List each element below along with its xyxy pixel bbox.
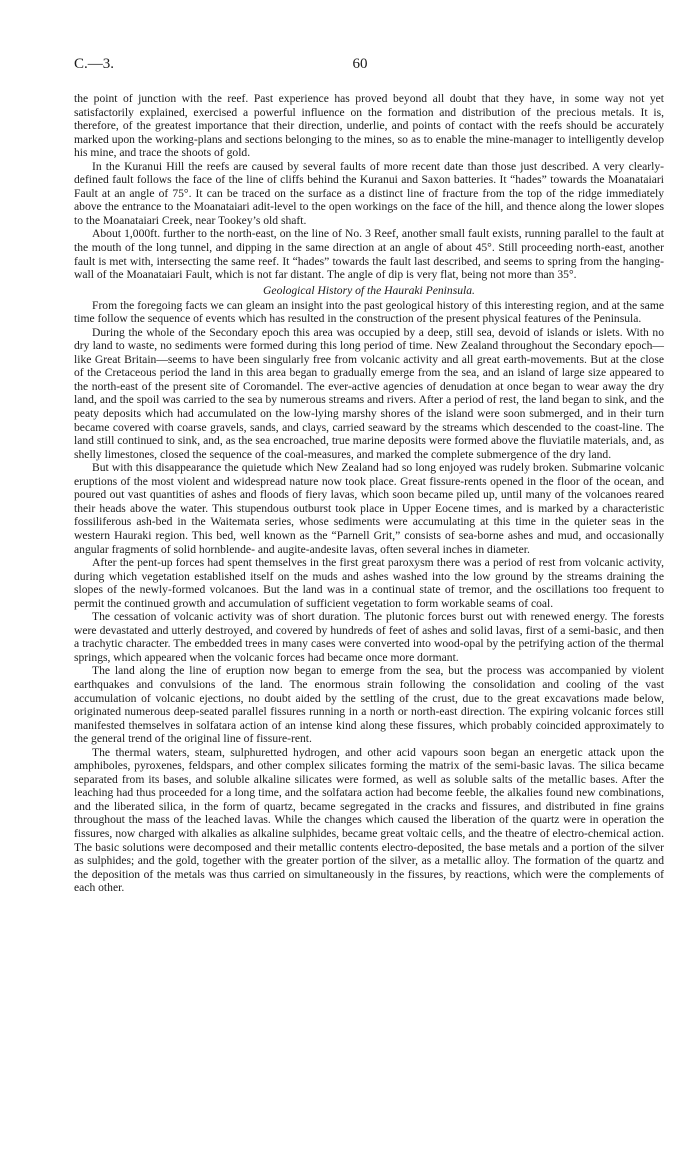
page-header <box>74 56 646 78</box>
paragraph: The thermal waters, steam, sulphuretted hydrogen, and other acid vapours soon began an energetic attack upon the amphiboles, pyroxenes, feldspars, and other complex silicates forming the matrix of the semi-basic lavas. The silica became separated from its bases, and soluble alkaline silicates were formed, as well as soluble salts of the metallic bases. After the leaching had thus proceeded for a long time, and the solfatara action had become feeble, the alkalies found new combinations, and the liberated silica, in the form of quartz, became segregated in the cracks and fissures, and distributed in fine grains throughout the mass of the leached lavas. While the changes which caused the liberation of the quartz were in operation the fissures, now charged with alkalies as alkaline sulphides, became great voltaic cells, and the theatre of electro-chemical action. The basic solutions were decomposed and their metallic contents electro-deposited, the base metals and a portion of the silver as sulphides; and the gold, together with the greater portion of the silver, as a metallic alloy. The formation of the quartz and the deposition of the metals was thus carried on simultaneously in the fissures, by reactions, which were the complements of each other. <box>74 745 664 895</box>
paragraph: From the foregoing facts we can gleam an insight into the past geological history of this interesting region, and at the same time follow the sequence of events which has resulted in the construction of the present physical features of the Peninsula. <box>74 298 664 326</box>
paragraph: But with this disappearance the quietude which New Zealand had so long enjoyed was rudely broken. Submarine volcanic eruptions of the most violent and widespread nature now took place. Great fissure-rents opened in the floor of the ocean, and poured out vast quantities of ashes and floods of fiery lavas, which soon became piled up, until many of the volcanoes reared their heads above the water. This stupendous outburst took place in Upper Eocene times, and is marked by a characteristic fossiliferous ash-bed in the Waitemata series, whose sediments were accumulating at this time in the quieter seas in the western Hauraki region. This bed, well known as the “Parnell Grit,” consists of sea-borne ashes and mud, and occasionally angular fragments of solid hornblende- and augite-andesite lavas, often several inches in diameter. <box>74 461 664 556</box>
page-number: 60 <box>352 56 368 72</box>
paragraph: During the whole of the Secondary epoch this area was occupied by a deep, still sea, devoid of islands or islets. With no dry land to waste, no sediments were formed during this long period of time. New Zealand throughout the Secondary epoch—like Great Britain—seems to have been singularly free from volcanic activity and all great earth-movements. But at the close of the Cretaceous period the land in this area began to gradually emerge from the sea, and an island of large size appeared to the north-east of the present site of Coromandel. The ever-active agencies of denudation at once began to wear away the dry land, and the spoil was carried to the sea by numerous streams and rivers. After a period of rest, the land began to sink, and the peaty deposits which had accumulated on the low-lying marshy shores of the island were soon submerged, and in their turn became covered with coarse gravels, sands, and clays, carried seaward by the streams which descended to the coast-line. The land still continued to sink, and, as the sea encroached, true marine deposits were formed above the fluviatile materials, and, as shelly limestones, closed the sequence of the coal-measures, and marked the complete submergence of the dry land. <box>74 325 664 461</box>
section-heading: Geological History of the Hauraki Peninsula. <box>263 283 475 297</box>
paragraph: In the Kuranui Hill the reefs are caused by several faults of more recent date than those just described. A very clearly-defined fault follows the face of the line of cliffs behind the Kuranui and Saxon batteries. It “hades” towards the Moanataiari Fault at an angle of 75°. It can be traced on the surface as a distinct line of fracture from the top of the ridge immediately above the entrance to the Moanataiari adit-level to the open workings on the face of the hill, and thence along the lower slopes to the Moanataiari Creek, near Tookey’s old shaft. <box>74 159 664 227</box>
paragraph: The land along the line of eruption now began to emerge from the sea, but the process was accompanied by violent earthquakes and convulsions of the land. The enormous strain following the consolidation and cooling of the vast accumulation of volcanic ejections, no doubt aided by the settling of the crust, due to the great excavations made below, originated numerous deep-seated parallel fissures running in a north or north-east direction. The expiring volcanic forces still manifested themselves in solfatara action of an intense kind along these fissures, which probably coincided approximately to the general trend of the original line of fissure-rent. <box>74 664 664 746</box>
paragraph: the point of junction with the reef. Past experience has proved beyond all doubt that they have, in some way not yet satisfactorily explained, exercised a powerful influence on the formation and distribution of the precious metals. It is, therefore, of the greatest importance that their direction, underlie, and points of contact with the reefs should be accurately marked upon the working-plans and sections belonging to the mines, so as to enable the mine-manager to intelligently develop his mine, and trace the shoots of gold. <box>74 92 664 160</box>
report-code: C.—3. <box>74 56 115 72</box>
paragraph: After the pent-up forces had spent themselves in the first great paroxysm there was a period of rest from volcanic activity, during which vegetation established itself on the muds and ashes washed into the low ground by the streams draining the slopes of the newly-formed volcanoes. But the land was in a continual state of tremor, and the oscillations too frequent to permit the continued growth and accumulation of sufficient vegetation to form workable seams of coal. <box>74 556 664 610</box>
paragraph: The cessation of volcanic activity was of short duration. The plutonic forces burst out with renewed energy. The forests were devastated and utterly destroyed, and covered by hundreds of feet of ashes and solid lavas, first of a semi-basic, and then a trachytic character. The embedded trees in many cases were converted into wood-opal by the petrifying action of the thermal springs, which appeared when the volcanic forces had became once more dormant. <box>74 610 664 664</box>
paragraph: About 1,000ft. further to the north-east, on the line of No. 3 Reef, another small fault exists, running parallel to the fault at the mouth of the long tunnel, and dipping in the same direction at an angle of about 45°. Still proceeding north-east, another fault is met with, intersecting the same reef. It “hades” towards the fault last described, and seems to spring from the hanging-wall of the Moanataiari Fault, which is not far distant. The angle of dip is very flat, being not more than 35°. <box>74 227 664 282</box>
body-text <box>74 92 664 895</box>
